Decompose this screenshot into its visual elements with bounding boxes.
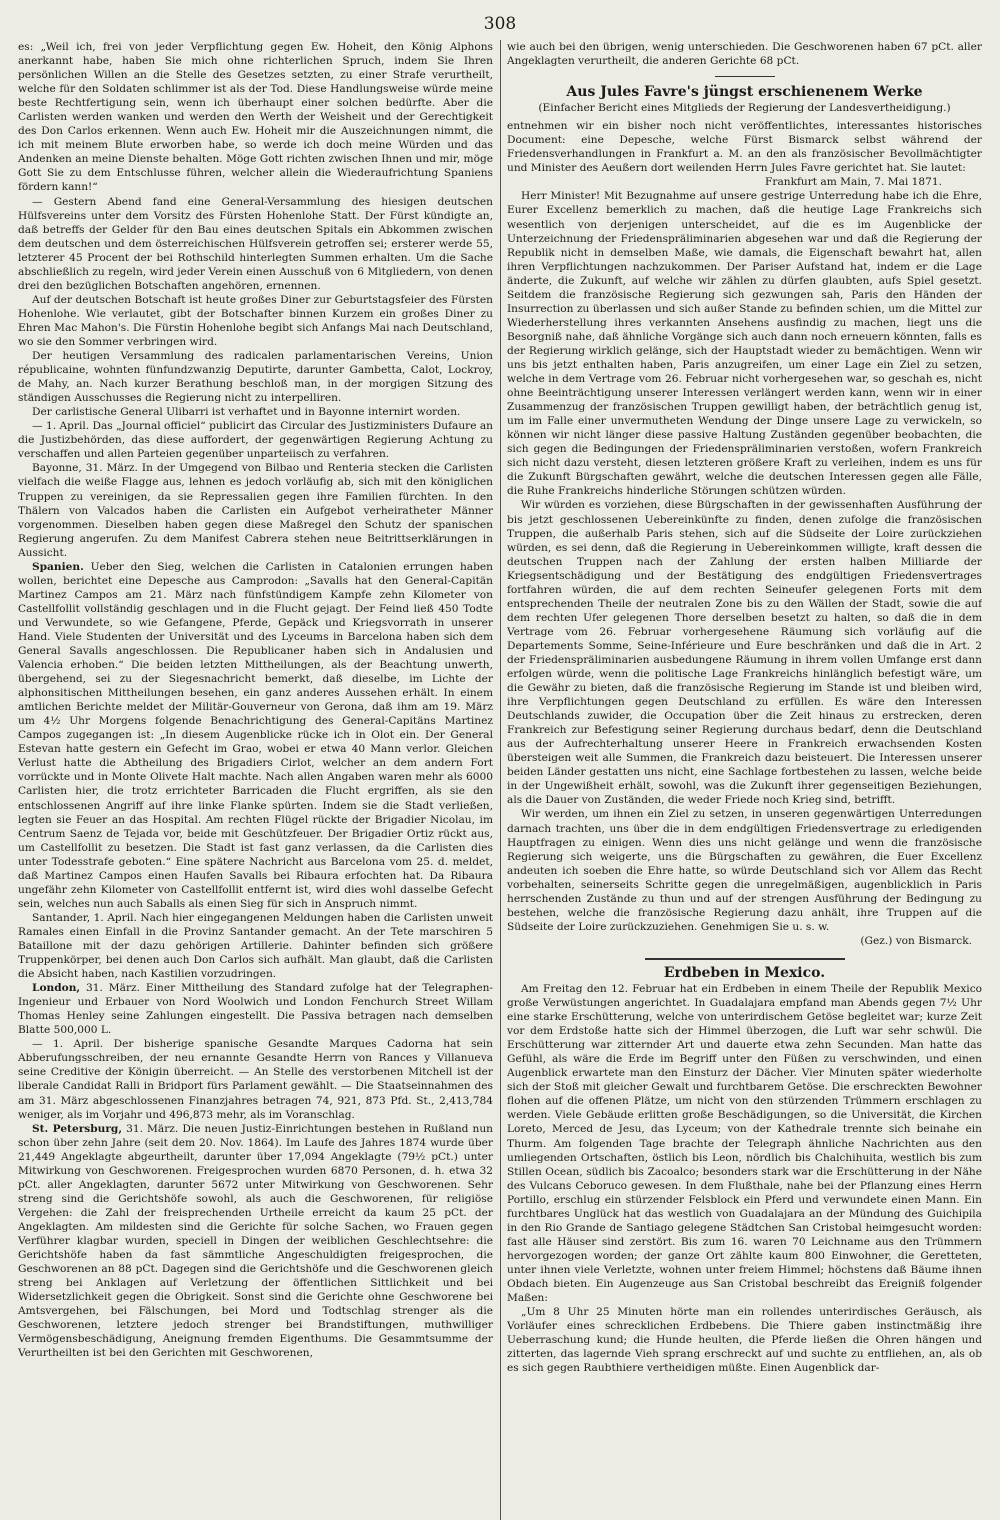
article-paragraph: Am Freitag den 12. Februar hat ein Erdbeben in einem Theile der Republik Mexico große Verwüstungen angerichtet. In Guadalajara empfand man Abends gegen 7½ Uhr eine starke Erschütterung, welche von unterirdischem Getöse begleitet war; kurze Zeit vor dem Erdstoße hatte sich der Himmel überzogen, die Luft war sehr schwül. Die Erschütterung war zitternder Art und dauerte etwa zehn Secunden. Man hatte das Gefühl, als wäre die Erde im Begriff unter den Füßen zu verschwinden, und einen Augenblick erwartete man den Einsturz der Dächer. Vier Minuten später wiederholte sich der Stoß mit gleicher Gewalt und furchtbarem Getöse. Die erschreckten Bewohner flohen auf die offenen Plätze, um nicht von den stürzenden Trümmern erschlagen zu werden. Viele Gebäude erlitten große Beschädigungen, so die Universität, die Kirchen Loreto, Merced de Jesu, das Lyceum; von der Kathedrale trennte sich beinahe ein Thurm. Am folgenden Tage brachte der Telegraph ähnliche Nachrichten aus den umliegenden Ortschaften, östlich bis Leon, nördlich bis Chalchihuita, westlich bis zum Stillen Ocean, südlich bis Zacoalco; besonders stark war die Erschütterung in der Nähe des Vulcans Ceboruco gewesen. In dem Flußthale, nahe bei der Pflanzung eines Herrn Portillo, erschlug ein stürzender Felsblock ein Pferd und verwundete einen Mann. Ein furchtbares Unglück hat das westlich von Guadalajara an der Mündung des Guichipila in den Rio Grande de Santiago gelegene Städtchen San Cristobal heimgesucht worden: fast alle Häuser sind zerstört. Bis zum 16. waren 70 Leichname aus den Trümmern hervorgezogen worden; der ganze Ort zählte kaum 800 Einwohner, die Geretteten, unter ihnen viele Verletzte, wohnen unter freiem Himmel; höchstens daß Bäume ihnen Obdach bieten. Ein Augenzeuge aus San Cristobal beschreibt das Ereigniß folgender Maßen:: [507, 983, 982, 1305]
article-paragraph: Der carlistische General Ulibarri ist verhaftet und in Bayonne internirt worden.: [32, 406, 461, 419]
article-paragraph: es: „Weil ich, frei von jeder Verpflichtung gegen Ew. Hoheit, den König Alphons anerkannt habe, haben Sie mich ohne richterlichen Spruch, indem Sie Ihren persönlichen Willen an die Stelle des Gesetzes setzten, zu einer Strafe verurtheilt, welche für den Soldaten schlimmer ist als der Tod. Diese Handlungsweise würde meine beste Rechtfertigung sein, wenn ich überhaupt einer solchen bedürfte. Aber die Carlisten werden wanken und werden den Werth der Weisheit und der Gerechtigkeit des Don Carlos erkennen. Wenn auch Ew. Hoheit mir die Auszeichnungen nimmt, die ich mit meinem Blute erworben habe, so werde ich doch meine Würden und das Andenken an meine Dienste behalten. Möge Gott richten zwischen Ihnen und mir, möge Gott Sie zu dem Entschlusse führen, welcher allein die Wiederaufrichtung Spaniens fördern kann!“: [18, 41, 493, 194]
article-text: 31. März. Einer Mittheilung des Standard zufolge hat der Telegraphen-Ingenieur und Erbauer von Nord Woolwich und London Fenchurch Street Willam Thomas Henley seine Zahlungen eingestellt. Die Passiva betragen nach demselben Blatte 500,000 L.: [18, 982, 493, 1037]
article-paragraph: — Gestern Abend fand eine General-Versammlung des hiesigen deutschen Hülfsvereins unter dem Vorsitz des Fürsten Hohenlohe Statt. Der Fürst kündigte an, daß betreffs der Gelder für den Bau eines deutschen Spitals ein Abkommen zwischen dem deutschen und dem österreichischen Hülfsverein getroffen sei; ersterer werde 55, letzterer 45 Procent der bei Rothschild hinterlegten Summen erhalten. Um die Sache abschließlich zu regeln, wird jeder Verein einen Ausschuß von 6 Mitgliedern, von denen drei den bezüglichen Botschaften angehören, ernennen.: [18, 195, 493, 292]
article-paragraph: wie auch bei den übrigen, wenig unterschieden. Die Geschworenen haben 67 pCt. aller Angeklagten verurtheilt, die anderen Gerichte 68 pCt.: [507, 41, 982, 68]
article-text: Ueber den Sieg, welchen die Carlisten in Catalonien errungen haben wollen, berichtet eine Depesche aus Camprodon: „Savalls hat den General-Capitän Martinez Campos am 21. März nach fünfstündigem Kampfe zehn Kilometer von Castellfollit vollständig geschlagen und in die Flucht gejagt. Der Feind ließ 450 Todte und Verwundete, so wie Gefangene, Pferde, Gepäck und Kriegsvorrath in unserer Hand. Viele Studenten der Universität und des Lyceums in Barcelona haben sich dem General Savalls angeschlossen. Die Republicaner haben sich in Andalusien und Valencia erhoben.“ Die beiden letzten Mittheilungen, als der Beachtung unwerth, übergehend, sei zu der Siegesnachricht bemerkt, daß dieselbe, im Lichte der alphonsitischen Mittheilungen besehen, ein ganz anderes Aussehen erhält. In einem amtlichen Berichte meldet der Militär-Gouverneur von Gerona, daß ihm am 19. März um 4½ Uhr Morgens folgende Benachrichtigung des General-Capitäns Martinez Campos zugegangen ist: „In diesem Augenblicke rücke ich in Olot ein. Der General Estevan hatte gestern ein Gefecht im Grao, wobei er etwa 40 Mann verlor. Gleichen Verlust hatte die Abtheilung des Brigadiers Cirlot, welcher an dem andern Fort vorrückte und in Monte Olivete Halt machte. Nach allen Angaben waren mehr als 6000 Carlisten hier, die trotz errichteter Barricaden die Flucht ergriffen, als sie den entschlossenen Angriff auf ihre linke Flanke spürten. Indem sie die Stadt verließen, legten sie Feuer an das Hospital. Am rechten Flügel rückte der Brigadier Nicolau, im Centrum Saenz de Tejada vor, beide mit Geschützfeuer. Der Brigadier Ortiz rückt aus, um Castellfollit zu besetzen. Die Stadt ist fast ganz verlassen, da die Carlisten dies unter Todesstrafe geboten.“ Eine spätere Nachricht aus Barcelona vom 25. d. meldet, daß Martinez Campos einen Haufen Savalls bei Ribaura erfochten hat. Da Ribaura ungefähr zehn Kilometer von Castellfollit entfernt ist, wird dies wohl dasselbe Gefecht sein, welches nun auch Saballs als einen Sieg für sich in Anspruch nimmt.: [18, 560, 493, 910]
article-paragraph: Herr Minister! Mit Bezugnahme auf unsere gestrige Unterredung habe ich die Ehre, Eurer Excellenz bemerklich zu machen, daß die heutige Lage Frankreichs sich wesentlich von derjenigen unterscheidet, auf die es im Augenblicke der Unterzeichnung der Friedenspräliminarien abgesehen war und daß die Regierung der Republik nicht in demselben Maße, wie damals, die Eigenschaft bewahrt hat, allen ihren Verpflichtungen nachzukommen. Der Pariser Aufstand hat, indem er die Lage änderte, die Zukunft, auf welche wir zählen zu dürfen glaubten, aufs Spiel gesetzt. Seitdem die französische Regierung sich gezwungen sah, Paris den Händen der Insurrection zu überlassen und sich außer Stande zu befinden schien, um die Mittel zur Wiederherstellung ihres verkannten Ansehens ausfindig zu machen, liegt uns die Besorgniß nahe, daß ähnliche Vorgänge sich auch dann noch erneuern könnten, falls es der Regierung wirklich gelänge, sich der Hauptstadt wieder zu bemächtigen. Wenn wir uns bis jetzt enthalten haben, Paris anzugreifen, um einer Lage ein Ziel zu setzen, welche in dem Vertrage vom 26. Februar nicht vorhergesehen war, so geschah es, nicht ohne Beeinträchtigung unserer Interessen verlängert werden kann, wenn wir in einer Zusammenzug der französischen Truppen gewilligt haben, der beträchtlich genug ist, um im Falle einer unvermutheten Wendung der Dinge unsere Lage zu verwickeln, so können wir nicht länger diese passive Haltung Zuständen gegenüber beobachten, die sich gegen die Bedingungen der Friedenspräliminarien verstoßen, wofern Frankreich sich nicht dazu versteht, diesen letzteren größere Kraft zu verleihen, indem es uns für die Zukunft Bürgschaften gewährt, welche die deutschen Interessen gegen alle Fälle, die Ruhe Frankreichs hinderliche Störungen schützen würden.: [507, 190, 982, 498]
section-heading-mexico: Erdbeben in Mexico.: [663, 964, 826, 981]
article-paragraph: „Um 8 Uhr 25 Minuten hörte man ein rollendes unterirdisches Geräusch, als Vorläufer eines schrecklichen Erdbebens. Die Thiere gaben instinctmäßig ihre Ueberraschung kund; die Hunde heulten, die Pferde ließen die Ohren hängen und zitterten, das lagernde Vieh sprang erschreckt auf und suchte zu entfliehen, an, als ob es sich gegen Raubthiere vertheidigen müßte. Einen Augenblick dar-: [507, 1306, 982, 1375]
article-paragraph: Der heutigen Versammlung des radicalen parlamentarischen Vereins, Union républicaine, wohnten fünfundzwanzig Deputirte, darunter Gambetta, Calot, Lockroy, de Mahy, an. Nach kurzer Berathung beschloß man, in der morgigen Sitzung des ständigen Ausschusses die Regierung nicht zu interpelliren.: [18, 350, 493, 405]
article-paragraph: Bayonne, 31. März. In der Umgegend von Bilbao und Renteria stecken die Carlisten vielfach die weiße Flagge aus, lehnen es jedoch vorläufig ab, sich mit den königlichen Truppen zu vereinigen, da sie Repressalien gegen ihre Familien fürchten. In den Thälern von Valcados haben die Carlisten ein Aufgebot verheiratheter Männer vorgenommen. Dieselben haben gegen diese Maßregel den Schutz der spanischen Regierung angerufen. Zu dem Manifest Cabrera stehen neue Beitrittserklärungen in Aussicht.: [18, 462, 493, 559]
section-heading-london: London,: [32, 982, 81, 995]
article-text: 31. März. Die neuen Justiz-Einrichtungen bestehen in Rußland nun schon über zehn Jahre (seit dem 20. Nov. 1864). Im Laufe des Jahres 1874 wurde über 21,449 Angeklagte abgeurtheilt, darunter über 17,094 Angeklagte (79½ pCt.) unter Mitwirkung von Geschworenen. Freigesprochen wurden 6870 Personen, d. h. etwa 32 pCt. aller Angeklagten, darunter 5672 unter Mitwirkung von Geschworenen. Sehr streng sind die Gerichtshöfe sowohl, als auch die Geschworenen, für religiöse Vergehen: die Zahl der freisprechenden Urtheile erreicht da kaum 25 pCt. der Angeklagten. Am mildesten sind die Gerichte für solche Sachen, wo Frauen gegen Verführer klagbar wurden, speciell in Dingen der weiblichen Geschlechtsehre: die Gerichtshöfe haben da fast sämmtliche Angeschuldigten freigesprochen, die Geschworenen an 88 pCt. Dagegen sind die Gerichtshöfe und die Geschworenen gleich streng bei Anklagen auf Verletzung der öffentlichen Sittlichkeit und bei Widersetzlichkeit gegen die Obrigkeit. Sonst sind die Gerichte ohne Geschworene bei Amtsvergehen, bei Fälschungen, bei Mord und Todtschlag strenger als die Geschworenen, letztere jedoch strenger bei Brandstiftungen, muthwilliger Vermögensbeschädigung, Aneignung fremden Eigenthums. Die Gesammtsumme der Verurtheilten ist bei den Gerichten mit Geschworenen,: [18, 1122, 493, 1360]
page-number: 308: [483, 14, 517, 34]
section-heading-favre: Aus Jules Favre's jüngst erschienenem Werke: [566, 84, 923, 101]
signature: (Gez.) von Bismarck.: [860, 934, 972, 947]
section-heading-petersburg: St. Petersburg,: [32, 1122, 123, 1135]
article-paragraph: Auf der deutschen Botschaft ist heute großes Diner zur Geburtstagsfeier des Fürsten Hohenlohe. Wie verlautet, gibt der Botschafter binnen Kurzem ein großes Diner zu Ehren Mac Mahon's. Die Fürstin Hohenlohe begibt sich Anfangs Mai nach Deutschland, wo sie den Sommer verbringen wird.: [18, 293, 493, 348]
article-paragraph: — 1. April. Das „Journal officiel“ publicirt das Circular des Justizministers Dufaure an die Justizbehörden, das diese auffordert, der gegenwärtigen Regierung Achtung zu verschaffen und allen Parteien gegenüber unparteiisch zu verfahren.: [18, 420, 493, 461]
left-column: [18, 40, 493, 1520]
columns: [18, 40, 982, 1520]
article-paragraph: Wir würden es vorziehen, diese Bürgschaften in der gewissenhaften Ausführung der bis jetzt geschlossenen Uebereinkünfte zu finden, denen zufolge die französischen Truppen, die außerhalb Paris stehen, sich auf die Südseite der Loire zurückziehen würden, es sei denn, daß die Regierung in Uebereinkommen willigte, kraft dessen die deutschen Truppen nach der Zahlung der ersten halben Milliarde der Kriegsentschädigung und der Bestätigung des endgültigen Friedensvertrages fortfahren würden, die auf dem rechten Seineufer gelegenen Forts mit dem entsprechenden Theile der neutralen Zone bis zu den Wällen der Stadt, sowie die auf dem rechten Ufer gelegenen Thore derselben besetzt zu halten, so daß die in dem Vertrage vom 26. Februar vorhergesehene Räumung sich vorläufig auf die Departements Somme, Seine-Inférieure und Eure beschränken und daß die in Art. 2 der Friedenspräliminarien ausbedungene Räumung in ihrem vollen Umfange erst dann erfolgen würde, wenn die politische Lage Frankreichs hinlänglich befestigt wäre, um die Gewähr zu bieten, daß die französische Regierung im Stande ist und bleiben wird, ihre Verpflichtungen gegen Deutschland zu erfüllen. Es wäre den Interessen Deutschlands zuwider, die Occupation über die Zeit hinaus zu erstrecken, deren Frankreich zur Befestigung seiner Regierung durchaus bedarf, denn die Deutschland aus der Aufrechterhaltung unserer Heere in Frankreich erwachsenden Kosten übersteigen weit alle Summen, die Frankreich dazu beisteuert. Die Interessen unserer beiden Länder gestatten uns nicht, eine Sachlage fortbestehen zu lassen, welche beide in der Ungewißheit erhält, sowohl, was die Zukunft ihrer gegenseitigen Beziehungen, als die Dauer von Zuständen, die weder Friede noch Krieg sind, betrifft.: [507, 499, 982, 807]
divider: [645, 958, 845, 960]
section-heading-spanien: Spanien.: [32, 560, 84, 573]
article-paragraph: [18, 981, 493, 1037]
column-rule: [500, 40, 501, 1520]
section-subheading: (Einfacher Bericht eines Mitglieds der Regierung der Landesvertheidigung.): [538, 102, 951, 115]
dateline: Frankfurt am Main, 7. Mai 1871.: [765, 176, 942, 189]
article-paragraph: Wir werden, um ihnen ein Ziel zu setzen, in unseren gegenwärtigen Unterredungen darnach trachten, uns über die in dem endgültigen Friedensvertrage zu erledigenden Hauptfragen zu einigen. Wenn dies uns nicht gelänge und wenn die französische Regierung sich weigerte, uns die Bürgschaften zu gewähren, die Euer Excellenz andeuten ich soeben die Ehre hatte, so würde Deutschland sich vor Allem das Recht vorbehalten, seinerseits Schritte gegen die unregelmäßigen, augenblicklich in Paris herrschenden Zustände zu thun und auf der strengen Ausführung der Bedingung zu bestehen, welche die französische Regierung dazu anhält, ihre Truppen auf die Südseite der Loire zurückzuziehen. Genehmigen Sie u. s. w.: [507, 808, 982, 933]
article-paragraph: entnehmen wir ein bisher noch nicht veröffentlichtes, interessantes historisches Document: eine Depesche, welche Fürst Bismarck selbst während der Friedensverhandlungen in Frankfurt a. M. an den als französischer Bevollmächtigter und Minister des Aeußern dort weilenden Herrn Jules Favre gerichtet hat. Sie lautet:: [507, 120, 982, 175]
right-column: [507, 40, 982, 1520]
article-paragraph: — 1. April. Der bisherige spanische Gesandte Marques Cadorna hat sein Abberufungsschreiben, der neu ernannte Gesandte Herrn von Rances y Villanueva seine Creditive der Königin überreicht. — An Stelle des verstorbenen Mitchell ist der liberale Candidat Ralli in Bridport fürs Parlament gewählt. — Die Staatseinnahmen des am 31. März abgeschlossenen Finanzjahres betragen 74, 921, 873 Pfd. St., 2,413,784 weniger, als im Vorjahr und 496,873 mehr, als im Voranschlag.: [18, 1038, 493, 1121]
article-paragraph: Santander, 1. April. Nach hier eingegangenen Meldungen haben die Carlisten unweit Ramales einen Einfall in die Provinz Santander gemacht. An der Tete marschiren 5 Bataillone mit der dazu gehörigen Artillerie. Dahinter befinden sich größere Truppenkörper, bei denen auch Don Carlos sich aufhält. Man glaubt, daß die Carlisten die Absicht haben, nach Kastilien vorzudringen.: [18, 911, 493, 981]
divider: [715, 76, 775, 77]
article-paragraph: [18, 560, 493, 911]
article-paragraph: [18, 1122, 493, 1361]
